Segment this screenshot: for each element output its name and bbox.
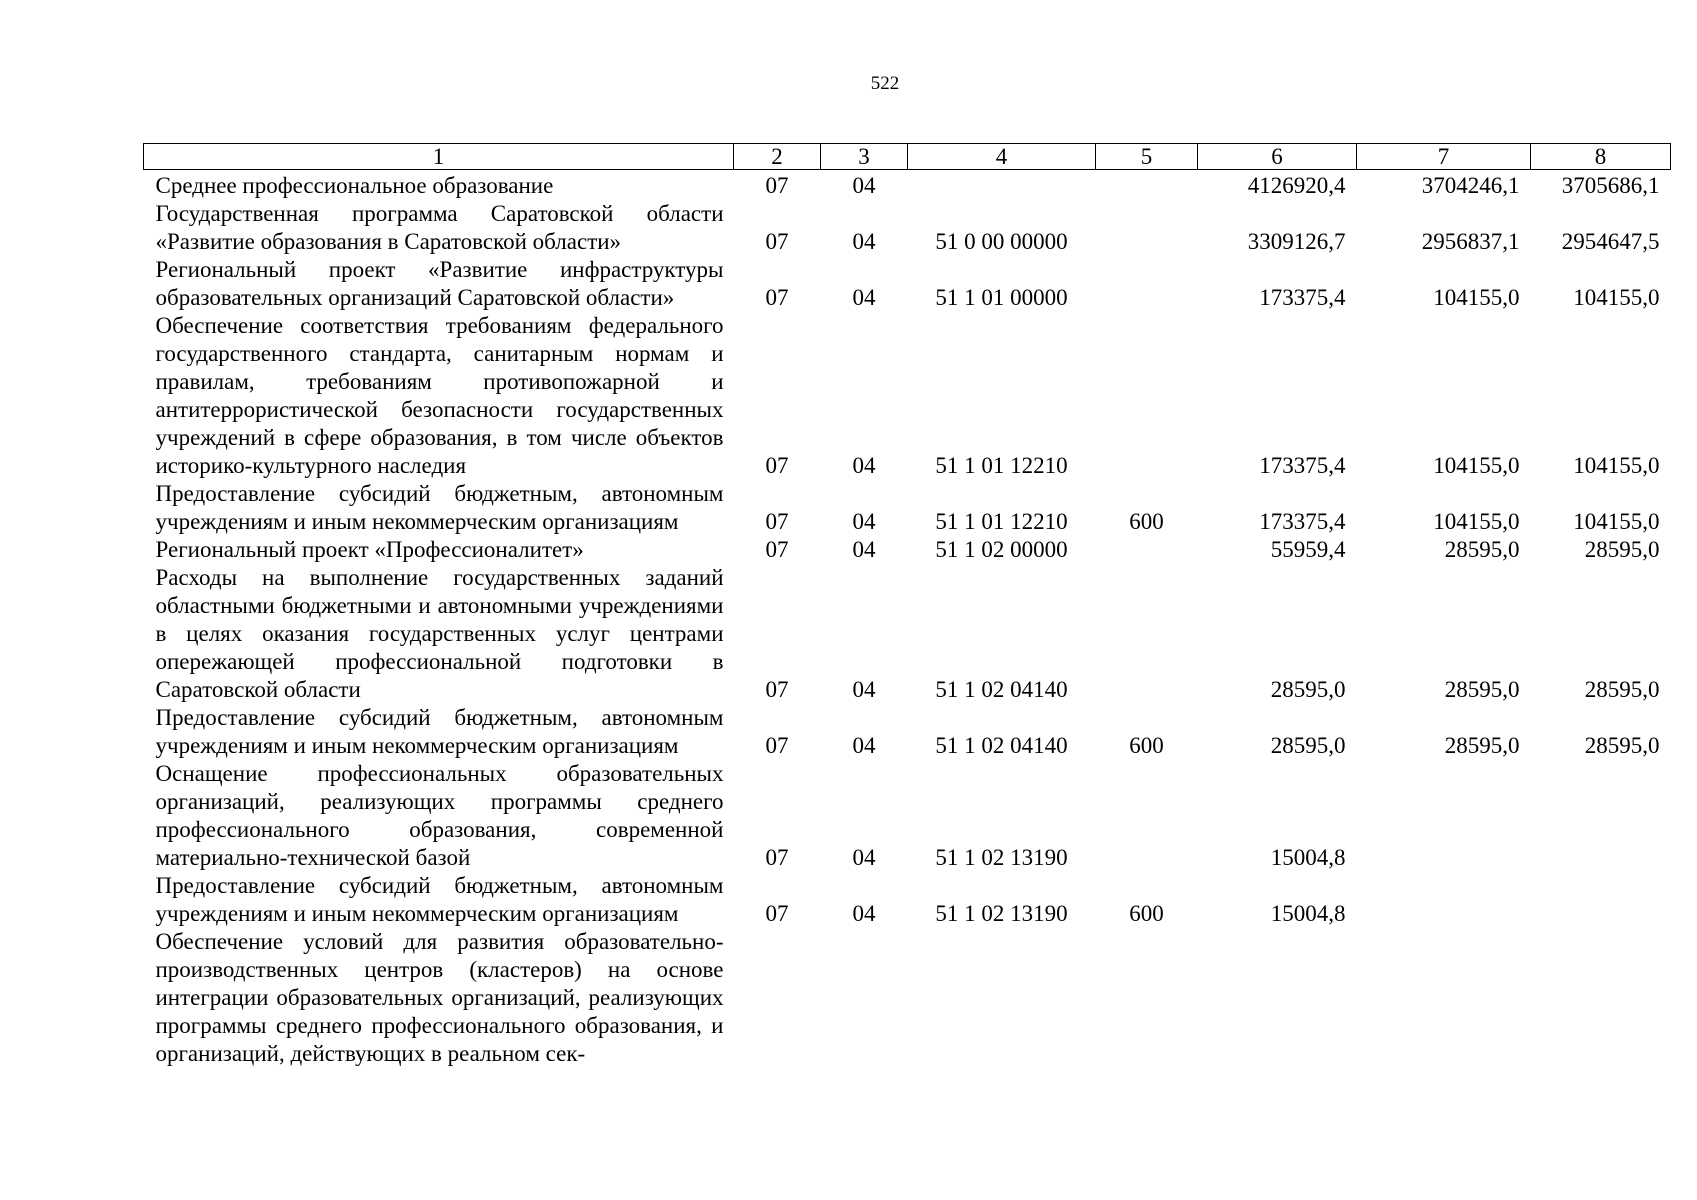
row-expense-type: 600 [1129, 901, 1164, 926]
row-expense-type [1096, 170, 1198, 201]
row-section: 07 [765, 285, 789, 310]
row-amount-8: 104155,0 [1573, 285, 1660, 310]
header-col-6: 6 [1198, 144, 1357, 170]
row-amount-6: 173375,4 [1259, 453, 1346, 478]
row-amount-6: 15004,8 [1270, 845, 1346, 870]
table-row [144, 928, 1671, 1068]
row-target-article: 51 1 01 00000 [935, 285, 1068, 310]
header-col-8: 8 [1531, 144, 1671, 170]
row-amount-8: 3705686,1 [1561, 173, 1660, 198]
header-col-4: 4 [908, 144, 1096, 170]
row-amount-7: 28595,0 [1444, 733, 1520, 758]
header-col-3: 3 [821, 144, 908, 170]
row-amount-6: 4126920,4 [1247, 173, 1346, 198]
header-col-5: 5 [1096, 144, 1198, 170]
row-name: Предоставление субсидий бюджетным, автономным учреждениям и иным некоммерческим организациям [155, 705, 724, 758]
row-target-article [908, 928, 1096, 1068]
row-expense-type [1096, 564, 1198, 704]
row-amount-8: 104155,0 [1573, 453, 1660, 478]
row-subsection: 04 [852, 901, 876, 926]
row-subsection [821, 928, 908, 1068]
table-row [144, 170, 1671, 201]
row-amount-6: 173375,4 [1259, 509, 1346, 534]
row-name: Оснащение профессиональных образовательных организаций, реализующих программы среднего профессионального образования, современной материально-технической базой [155, 761, 724, 870]
row-subsection: 04 [852, 285, 876, 310]
row-name: Предоставление субсидий бюджетным, автономным учреждениям и иным некоммерческим организациям [155, 481, 724, 534]
row-section: 07 [765, 453, 789, 478]
row-target-article [908, 170, 1096, 201]
row-expense-type [1096, 760, 1198, 872]
header-col-2: 2 [734, 144, 821, 170]
row-subsection: 04 [852, 537, 876, 562]
row-amount-6: 28595,0 [1270, 733, 1346, 758]
table-row [144, 536, 1671, 564]
row-name: Региональный проект «Развитие инфраструктуры образовательных организаций Саратовской области» [155, 257, 724, 310]
row-subsection: 04 [852, 677, 876, 702]
row-name: Среднее профессиональное образование [155, 173, 554, 198]
row-amount-8: 104155,0 [1573, 509, 1660, 534]
row-subsection: 04 [852, 845, 876, 870]
row-target-article: 51 1 02 13190 [935, 901, 1068, 926]
row-name: Расходы на выполнение государственных заданий областными бюджетными и автономными учреждениями в целях оказания государственных услуг центрами опережающей профессиональной подготовки в Саратовской области [155, 565, 724, 702]
row-amount-7: 2956837,1 [1421, 229, 1520, 254]
table-row [144, 200, 1671, 256]
row-amount-7: 104155,0 [1433, 509, 1520, 534]
row-amount-8: 28595,0 [1584, 677, 1660, 702]
row-target-article: 51 1 01 12210 [935, 509, 1068, 534]
row-amount-7 [1357, 872, 1531, 928]
row-section: 07 [765, 537, 789, 562]
row-target-article: 51 1 02 00000 [935, 537, 1068, 562]
row-amount-8 [1531, 872, 1671, 928]
row-section: 07 [765, 677, 789, 702]
row-amount-8 [1531, 760, 1671, 872]
budget-table [143, 143, 1671, 1068]
row-amount-7: 28595,0 [1444, 537, 1520, 562]
table-row [144, 480, 1671, 536]
row-section: 07 [765, 229, 789, 254]
row-name: Региональный проект «Профессионалитет» [155, 537, 584, 562]
row-subsection: 04 [852, 229, 876, 254]
row-section: 07 [765, 901, 789, 926]
row-section: 07 [765, 733, 789, 758]
row-amount-8: 28595,0 [1584, 537, 1660, 562]
row-target-article: 51 1 01 12210 [935, 453, 1068, 478]
header-row [144, 144, 1671, 170]
row-amount-8 [1531, 928, 1671, 1068]
row-amount-8: 28595,0 [1584, 733, 1660, 758]
row-amount-7: 104155,0 [1433, 453, 1520, 478]
table-row [144, 312, 1671, 480]
row-amount-6: 28595,0 [1270, 677, 1346, 702]
row-expense-type [1096, 312, 1198, 480]
row-section: 07 [765, 173, 789, 198]
row-amount-6: 173375,4 [1259, 285, 1346, 310]
row-name: Государственная программа Саратовской области «Развитие образования в Саратовской области» [155, 201, 724, 254]
page-number: 522 [870, 73, 900, 94]
row-amount-6: 15004,8 [1270, 901, 1346, 926]
row-target-article: 51 0 00 00000 [935, 229, 1068, 254]
table-row [144, 704, 1671, 760]
row-name: Предоставление субсидий бюджетным, автономным учреждениям и иным некоммерческим организациям [155, 873, 724, 926]
table-row [144, 564, 1671, 704]
row-expense-type [1096, 256, 1198, 312]
row-expense-type [1096, 928, 1198, 1068]
row-name: Обеспечение соответствия требованиям федерального государственного стандарта, санитарным нормам и правилам, требованиям противопожарной и антитеррористической безопасности государственных учреждений в сфере образования, в том числе объектов историко-культурного наследия [155, 313, 724, 478]
row-amount-6: 3309126,7 [1247, 229, 1346, 254]
row-expense-type [1096, 200, 1198, 256]
row-name: Обеспечение условий для развития образовательно-производственных центров (кластеров) на основе интеграции образовательных организаций, реализующих программы среднего профессионального образования, и организаций, действующих в реальном сек- [155, 929, 724, 1066]
table-row [144, 760, 1671, 872]
row-expense-type: 600 [1129, 733, 1164, 758]
row-amount-7 [1357, 928, 1531, 1068]
table-row [144, 872, 1671, 928]
row-target-article: 51 1 02 13190 [935, 845, 1068, 870]
table-row [144, 256, 1671, 312]
header-col-7: 7 [1357, 144, 1531, 170]
row-amount-6 [1198, 928, 1357, 1068]
row-expense-type: 600 [1129, 509, 1164, 534]
row-amount-7: 3704246,1 [1421, 173, 1520, 198]
row-amount-7: 28595,0 [1444, 677, 1520, 702]
row-target-article: 51 1 02 04140 [935, 677, 1068, 702]
row-amount-6: 55959,4 [1270, 537, 1346, 562]
header-col-1: 1 [144, 144, 734, 170]
row-expense-type [1096, 536, 1198, 564]
row-amount-8: 2954647,5 [1561, 229, 1660, 254]
row-subsection: 04 [852, 453, 876, 478]
row-section: 07 [765, 509, 789, 534]
row-target-article: 51 1 02 04140 [935, 733, 1068, 758]
row-amount-7 [1357, 760, 1531, 872]
row-subsection: 04 [852, 733, 876, 758]
row-subsection: 04 [852, 173, 876, 198]
row-amount-7: 104155,0 [1433, 285, 1520, 310]
row-section: 07 [765, 845, 789, 870]
row-section [734, 928, 821, 1068]
row-subsection: 04 [852, 509, 876, 534]
